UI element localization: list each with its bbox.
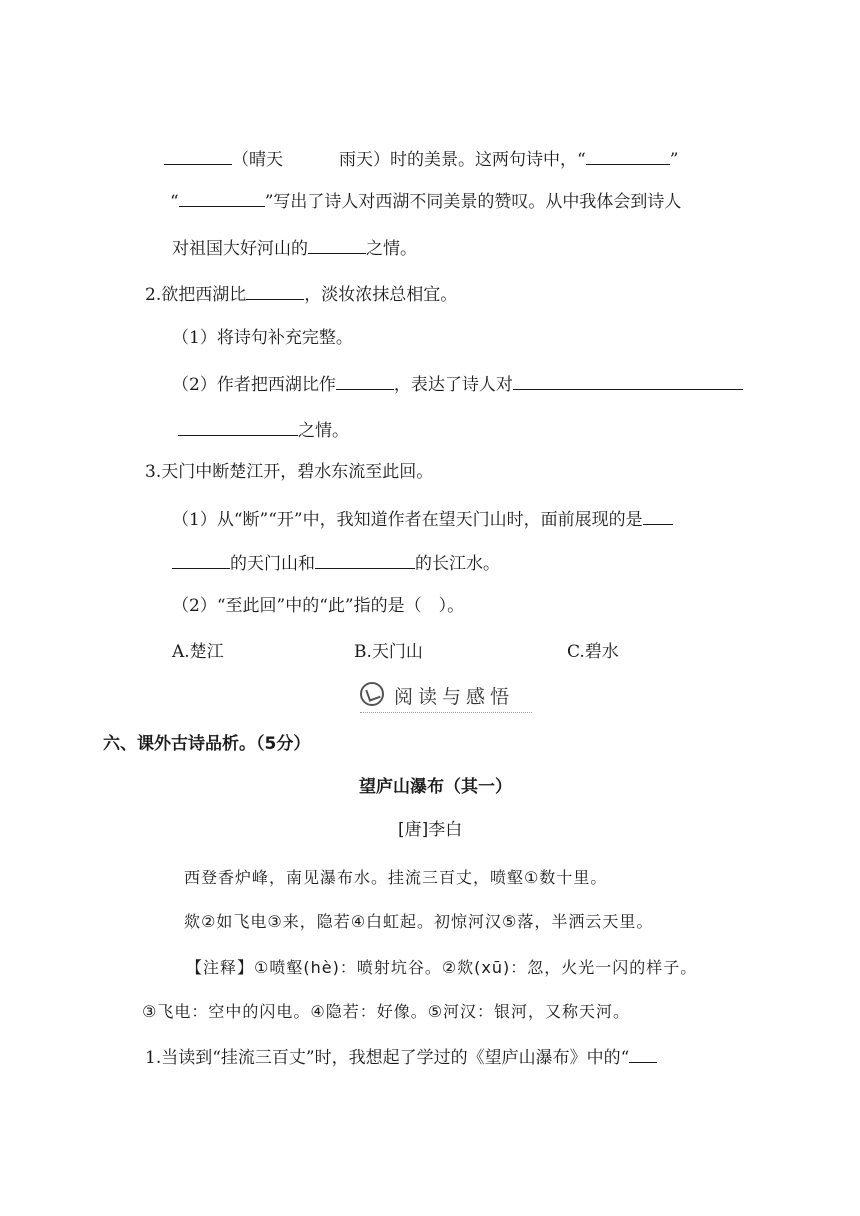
notes-line-1: 【注释】①喷壑(hè)：喷射坑谷。②欻(xū)：忽，火光一闪的样子。 [186,958,698,977]
notes-line-2: ③飞电：空中的闪电。④隐若：好像。⑤河汉：银河，又称天河。 [142,1002,631,1021]
q1-line1: （晴天 雨天）时的美景。这两句诗中，“ ” [164,146,678,172]
answer-blank[interactable] [336,371,394,390]
q3-sub1: （1）从“断”“开”中，我知道作者在望天门山时，面前展现的是 [172,506,673,532]
poem-title: 望庐山瀑布（其一） [359,777,512,797]
answer-blank[interactable] [586,146,670,165]
section6-heading: 六、课外古诗品析。（5分） [103,734,311,754]
answer-blank[interactable] [308,235,366,254]
banner-text: 阅读与感悟 [394,686,515,708]
answer-blank[interactable] [513,371,743,390]
q3-option-b[interactable]: B.天门山 [354,642,423,662]
poem-line-2: 欻②如飞电③来，隐若④白虹起。初惊河汉⑤落，半洒云天里。 [184,912,654,931]
answer-blank[interactable] [315,550,415,569]
q2-sub2-cont: 之情。 [178,417,349,443]
reading-circle-icon [360,682,384,706]
q1-line3: 对祖国大好河山的 之情。 [172,235,417,261]
answer-blank[interactable] [179,188,265,207]
q2-sub2: （2）作者把西湖比作 ，表达了诗人对 [172,371,743,397]
answer-blank[interactable] [629,1044,657,1063]
q3-option-c[interactable]: C.碧水 [567,642,619,662]
answer-blank[interactable] [172,550,230,569]
q3-sub1-cont: 的天门山和 的长江水。 [172,550,500,576]
poem-line-1: 西登香炉峰，南见瀑布水。挂流三百丈，喷壑①数十里。 [184,868,608,887]
answer-blank[interactable] [246,281,304,300]
q3-sub2: （2）“至此回”中的“此”指的是（ ）。 [172,596,465,616]
q1-line2: “ ”写出了诗人对西湖不同美景的赞叹。从中我体会到诗人 [170,188,681,214]
q3-option-a[interactable]: A.楚江 [172,642,224,662]
answer-blank[interactable] [164,146,232,165]
section-banner [360,680,532,713]
poem-author: [唐]李白 [398,820,463,840]
s6-q1: 1.当读到“挂流三百丈”时，我想起了学过的《望庐山瀑布》中的“ [145,1044,657,1070]
answer-blank[interactable] [178,417,298,436]
q2-sub1: （1）将诗句补充完整。 [172,328,353,348]
q3-stem: 3.天门中断楚江开，碧水东流至此回。 [145,462,434,482]
q2-stem: 2.欲把西湖比 ，淡妆浓抹总相宜。 [145,281,457,307]
answer-blank[interactable] [643,506,673,525]
